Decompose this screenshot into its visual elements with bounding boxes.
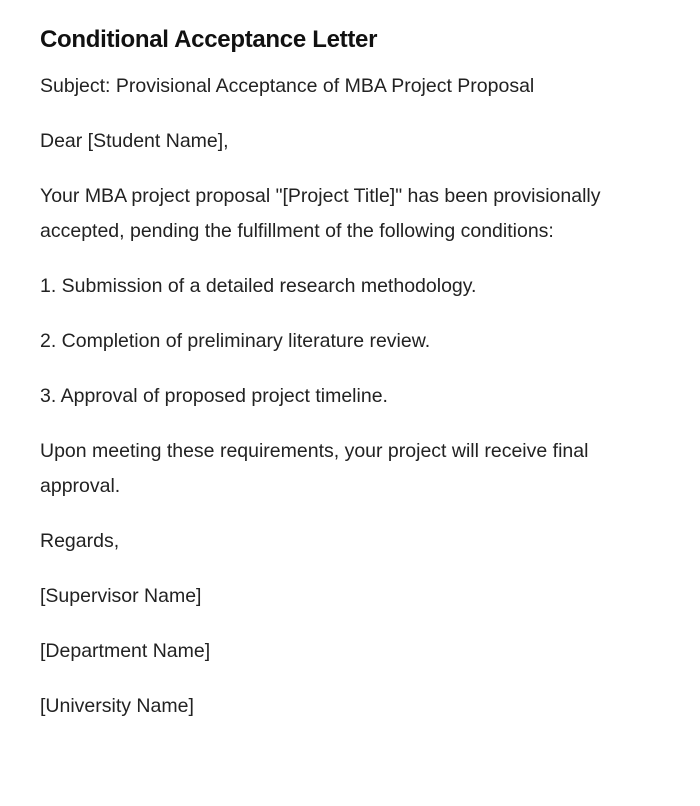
letter-salutation: Dear [Student Name], [40, 130, 229, 152]
department-name: [Department Name] [40, 640, 211, 662]
letter-subject: Subject: Provisional Acceptance of MBA Project Proposal [40, 75, 535, 97]
supervisor-name: [Supervisor Name] [40, 585, 202, 607]
letter-document [40, 22, 640, 744]
condition-item: 2. Completion of preliminary literature review. [40, 330, 431, 352]
condition-item: 1. Submission of a detailed research methodology. [40, 275, 477, 297]
letter-sign-off: Regards, [40, 530, 120, 552]
letter-title: Conditional Acceptance Letter [40, 26, 378, 53]
university-name: [University Name] [40, 695, 194, 717]
letter-intro: Your MBA project proposal "[Project Title]" has been provisionally accepted, pending the fulfillment of the following conditions: [40, 185, 601, 242]
letter-closing-paragraph: Upon meeting these requirements, your project will receive final approval. [40, 440, 589, 497]
condition-item: 3. Approval of proposed project timeline. [40, 385, 388, 407]
